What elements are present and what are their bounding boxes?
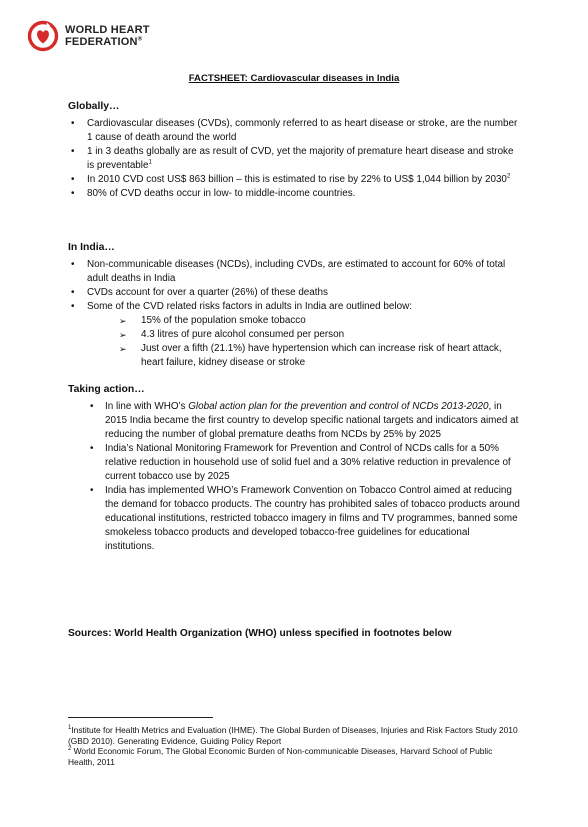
- sub-list-item: ➢ 4.3 litres of pure alcohol consumed per person: [68, 328, 523, 342]
- footnote-2: $^2$ World Economic Forum, The Global Economic Burden of Non-communicable Diseases, Harvard School of Public Health, 2011: [68, 746, 493, 767]
- list-item: • 1 in 3 deaths globally are as result of CVD, yet the majority of premature heart disease and stroke is preventable$^1$: [68, 145, 518, 173]
- section-heading-globally: Globally…: [68, 101, 120, 112]
- footnote-ref-2: 2: [506, 173, 511, 180]
- sub-list-item: ➢ 15% of the population smoke tobacco: [68, 314, 523, 328]
- page-title: FACTSHEET: Cardiovascular diseases in India: [188, 73, 400, 84]
- footnote-divider: [68, 717, 213, 718]
- sources-statement: Sources: World Health Organization (WHO) unless specified in footnotes below: [68, 628, 452, 639]
- world-heart-federation-logo: [27, 20, 150, 52]
- list-item: • Non-communicable diseases (NCDs), including CVDs, are estimated to account for 60% of total adult deaths in India: [68, 258, 523, 286]
- risk-factors-sublist: [68, 314, 523, 370]
- list-item: • 80% of CVD deaths occur in low- to middle-income countries.: [68, 187, 518, 201]
- sub-list-item: ➢ Just over a fifth (21.1%) have hypertension which can increase risk of heart attack, heart failure, kidney disease or stroke: [68, 342, 523, 370]
- footnote-ref-1: 1: [148, 159, 152, 166]
- footnote-1: $^1$Institute for Health Metrics and Evaluation (IHME). The Global Burden of Diseases, Injuries and Risk Factors Study 2010 (GBD 2010). Generating Evidence, Guiding Policy Report: [68, 725, 518, 746]
- logo-line-2: FEDERATION®: [65, 36, 143, 48]
- logo-wordmark: [65, 24, 150, 48]
- footnote-mark: 1: [68, 725, 72, 732]
- list-item: • Cardiovascular diseases (CVDs), commonly referred to as heart disease or stroke, are the number 1 cause of death around the world: [68, 117, 518, 145]
- list-item: • In 2010 CVD cost US$ 863 billion – this is estimated to rise by 22% to US$ 1,044 billion by 2030$^2$: [68, 173, 518, 187]
- taking-action-list: [68, 400, 520, 554]
- globally-list: [68, 117, 518, 201]
- list-item: • In line with WHO’s Global action plan for the prevention and control of NCDs 2013-2020, in 2015 India became the first country to develop specific national targets and indicators aimed at reducing the number of global premature deaths from NCDs by 25% by 2025: [68, 400, 520, 442]
- list-item: • Some of the CVD related risks factors in adults in India are outlined below: ➢ 15% of the population smoke tobacco ➢ 4.3 litres of pure alcohol consumed per person ➢ Just over a fifth (21.1%) have hypertension which can increase risk of heart attack, heart failure, kidney disease or stroke: [68, 300, 523, 370]
- plan-title: Global action plan for the prevention and control of NCDs 2013-2020: [188, 401, 489, 412]
- section-heading-india: In India…: [68, 242, 115, 253]
- footnote-mark: 2: [68, 746, 72, 753]
- list-item: • India’s National Monitoring Framework for Prevention and Control of NCDs calls for a 50% relative reduction in household use of solid fuel and a 30% relative reduction in prevalence of current tobacco use by 2025: [68, 442, 520, 484]
- india-list: [68, 258, 523, 370]
- list-item: • CVDs account for over a quarter (26%) of these deaths: [68, 286, 523, 300]
- list-item: • India has implemented WHO’s Framework Convention on Tobacco Control aimed at reducing the demand for tobacco products. The country has prohibited sales of tobacco products around educational institutions, restricted tobacco imagery in films and TV programmes, banned some smokeless tobacco products and developed tobacco-free guidelines for educational institutions.: [68, 484, 520, 554]
- heart-logo-icon: [27, 20, 59, 52]
- logo-line-1: WORLD HEART: [65, 24, 150, 36]
- registered-mark: ®: [137, 36, 143, 43]
- section-heading-taking-action: Taking action…: [68, 384, 145, 395]
